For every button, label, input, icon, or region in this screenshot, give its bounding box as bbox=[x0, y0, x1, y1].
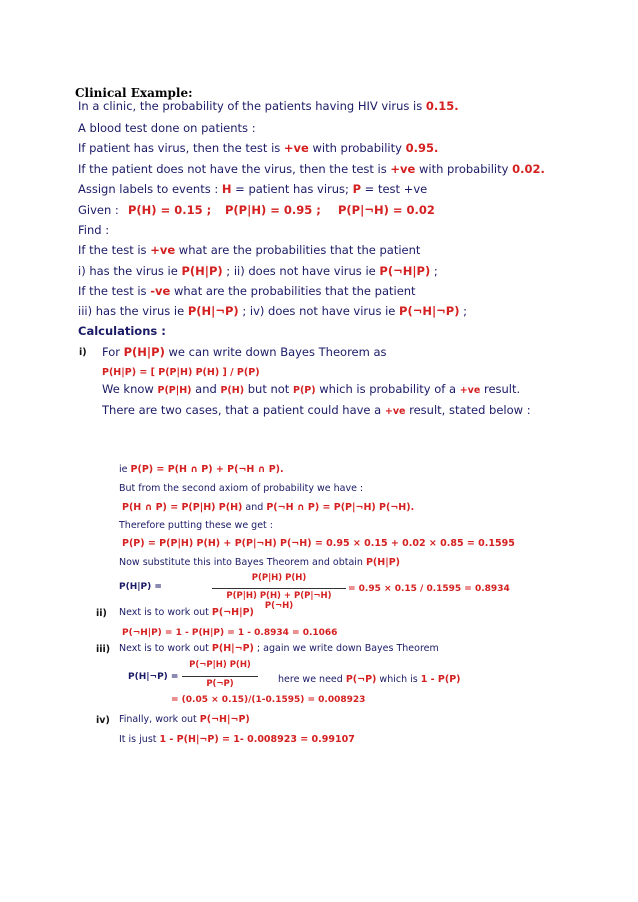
intro-text: ; bbox=[430, 264, 438, 278]
intro-text: If the patient does not have the virus, then the test is bbox=[78, 162, 391, 176]
step-iv-line-2 bbox=[119, 733, 355, 747]
joint-not-h-p: P(¬H ∩ P) = P(P|¬H) P(¬H). bbox=[266, 502, 415, 513]
positive-label: +ve bbox=[459, 385, 481, 396]
fraction-1-denominator: P(P|H) P(H) + P(P|¬H) P(¬H) bbox=[226, 591, 332, 611]
intro-line-11 bbox=[78, 304, 467, 318]
intro-text: with probability bbox=[415, 162, 513, 176]
fraction-2-numerator: P(¬P|H) P(H) bbox=[189, 660, 251, 670]
intro-line-9 bbox=[78, 264, 438, 278]
step-iii-marker: iii) bbox=[96, 644, 111, 655]
false-positive-value: 0.02. bbox=[512, 162, 545, 176]
fraction-1-numerator: P(P|H) P(H) bbox=[251, 573, 307, 583]
p-h-term: P(H) bbox=[220, 385, 245, 396]
intro-text: with probability bbox=[308, 141, 406, 155]
calc-text: which is bbox=[376, 674, 421, 685]
intro-text: = test +ve bbox=[361, 182, 428, 196]
intro-text: In a clinic, the probability of the patients having HIV virus is bbox=[78, 99, 426, 113]
calc-text: which is probability of a bbox=[315, 382, 460, 396]
intro-text: iii) has the virus ie bbox=[78, 304, 188, 318]
intro-line-3 bbox=[78, 141, 438, 155]
fraction-1-bar bbox=[212, 588, 346, 589]
page-title: Clinical Example: bbox=[75, 86, 193, 100]
p-not-h-p-result: P(¬H|P) = 1 - P(H|P) = 1 - 0.8934 = 0.1066 bbox=[122, 628, 338, 638]
p-p-term: P(P) bbox=[292, 385, 316, 396]
sensitivity-value: 0.95. bbox=[405, 141, 439, 155]
calc-text: It is just bbox=[119, 734, 160, 745]
calc-text: ; again we write down Bayes Theorem bbox=[253, 643, 439, 654]
intro-text: what are the probabilities that the patient bbox=[170, 284, 416, 298]
step-i-line-4 bbox=[102, 403, 531, 419]
target-p-h-not-p: P(H|¬P) bbox=[187, 304, 239, 318]
negative-label: -ve bbox=[150, 284, 171, 298]
target-p-not-h-p: P(¬H|P) bbox=[379, 264, 431, 278]
calc-text: and bbox=[242, 502, 267, 513]
p-not-h-p-term: P(¬H|P) bbox=[211, 607, 254, 618]
intro-line-5 bbox=[78, 182, 427, 196]
calc-text: result. bbox=[480, 382, 521, 396]
calc-text: we can write down Bayes Theorem as bbox=[164, 345, 387, 359]
calc-text: There are two cases, that a patient could have a bbox=[102, 403, 385, 417]
step-iii-line-1 bbox=[119, 642, 439, 656]
event-label-h: H bbox=[221, 182, 232, 196]
p-h-not-p-term: P(H|¬P) bbox=[211, 643, 254, 654]
step-i-line-1 bbox=[102, 345, 387, 359]
positive-label: +ve bbox=[384, 406, 406, 417]
fraction-1-result: = 0.95 × 0.15 / 0.1595 = 0.8934 bbox=[348, 584, 510, 594]
calc-text: Next is to work out bbox=[119, 643, 212, 654]
intro-text: ; iv) does not have virus ie bbox=[238, 304, 400, 318]
p-not-h-not-p-result: 1 - P(H|¬P) = 1- 0.008923 = 0.99107 bbox=[159, 734, 355, 745]
p-not-p-term: P(¬P) bbox=[345, 674, 377, 685]
given-p-p-not-h: P(P|¬H) = 0.02 bbox=[338, 203, 435, 217]
derivation-line-1 bbox=[119, 463, 284, 477]
derivation-line-6 bbox=[119, 556, 400, 570]
intro-line-7: Find : bbox=[78, 223, 110, 237]
step-ii-marker: ii) bbox=[96, 608, 107, 619]
step-i-line-3 bbox=[102, 382, 520, 398]
fraction-2-note bbox=[278, 673, 461, 687]
step-ii-line-1 bbox=[119, 606, 254, 620]
step-iv-line-1 bbox=[119, 713, 250, 727]
derivation-line-4: Therefore putting these we get : bbox=[119, 520, 273, 531]
intro-text: Assign labels to events : bbox=[78, 182, 222, 196]
intro-line-2: A blood test done on patients : bbox=[78, 121, 256, 135]
positive-label: +ve bbox=[150, 243, 176, 257]
intro-text: Given : bbox=[78, 203, 119, 217]
derivation-line-3 bbox=[122, 501, 414, 515]
p-not-h-not-p-term: P(¬H|¬P) bbox=[199, 714, 250, 725]
fraction-2-denominator: P(¬P) bbox=[206, 679, 234, 689]
p-h-not-p-result: = (0.05 × 0.15)/(1-0.1595) = 0.008923 bbox=[171, 695, 366, 705]
calculations-heading: Calculations : bbox=[78, 324, 166, 338]
intro-text: = patient has virus; bbox=[231, 182, 353, 196]
calc-text: Next is to work out bbox=[119, 607, 212, 618]
one-minus-p-p: 1 - P(P) bbox=[420, 674, 461, 685]
prior-value: 0.15. bbox=[425, 99, 459, 113]
intro-text: If the test is bbox=[78, 284, 151, 298]
calc-text: ie bbox=[119, 464, 131, 475]
calc-text: Finally, work out bbox=[119, 714, 200, 725]
intro-line-4 bbox=[78, 162, 545, 176]
p-p-result: P(P) = P(P|H) P(H) + P(P|¬H) P(¬H) = 0.95 × 0.15 + 0.02 × 0.85 = 0.1595 bbox=[122, 538, 515, 549]
calc-text: Now substitute this into Bayes Theorem and obtain bbox=[119, 557, 366, 568]
intro-line-8 bbox=[78, 243, 420, 257]
positive-label: +ve bbox=[390, 162, 416, 176]
p-h-p-term: P(H|P) bbox=[365, 557, 400, 568]
intro-text: i) has the virus ie bbox=[78, 264, 182, 278]
calc-text: We know bbox=[102, 382, 158, 396]
intro-text: ; ii) does not have virus ie bbox=[222, 264, 380, 278]
fraction-2-lhs: P(H|¬P) = bbox=[128, 672, 179, 682]
intro-text: what are the probabilities that the patient bbox=[175, 243, 421, 257]
calc-text: and bbox=[191, 382, 221, 396]
joint-h-p: P(H ∩ P) = P(P|H) P(H) bbox=[122, 502, 243, 513]
bayes-formula: P(H|P) = [ P(P|H) P(H) ] / P(P) bbox=[102, 367, 260, 378]
calc-text: but not bbox=[244, 382, 293, 396]
total-probability: P(P) = P(H ∩ P) + P(¬H ∩ P). bbox=[130, 464, 284, 475]
target-p-h-p: P(H|P) bbox=[181, 264, 223, 278]
intro-text: ; bbox=[459, 304, 468, 318]
intro-line-10 bbox=[78, 284, 416, 298]
given-p-h: P(H) = 0.15 ; bbox=[128, 203, 212, 217]
given-p-p-h: P(P|H) = 0.95 ; bbox=[225, 203, 321, 217]
step-iv-marker: iv) bbox=[96, 715, 110, 726]
p-p-h-term: P(P|H) bbox=[157, 385, 192, 396]
fraction-2-bar bbox=[182, 676, 258, 677]
calc-text: result, stated below : bbox=[405, 403, 531, 417]
fraction-1-lhs: P(H|P) = bbox=[119, 582, 162, 592]
intro-line-1 bbox=[78, 99, 459, 113]
calc-text: here we need bbox=[278, 674, 346, 685]
event-label-p: P bbox=[352, 182, 362, 196]
p-h-p-term: P(H|P) bbox=[123, 345, 165, 359]
positive-label: +ve bbox=[283, 141, 309, 155]
step-i-marker: i) bbox=[79, 347, 87, 358]
intro-line-6 bbox=[78, 203, 119, 217]
derivation-line-2: But from the second axiom of probability we have : bbox=[119, 483, 364, 494]
intro-text: If patient has virus, then the test is bbox=[78, 141, 284, 155]
target-p-not-h-not-p: P(¬H|¬P) bbox=[399, 304, 460, 318]
calc-text: For bbox=[102, 345, 124, 359]
intro-text: If the test is bbox=[78, 243, 151, 257]
